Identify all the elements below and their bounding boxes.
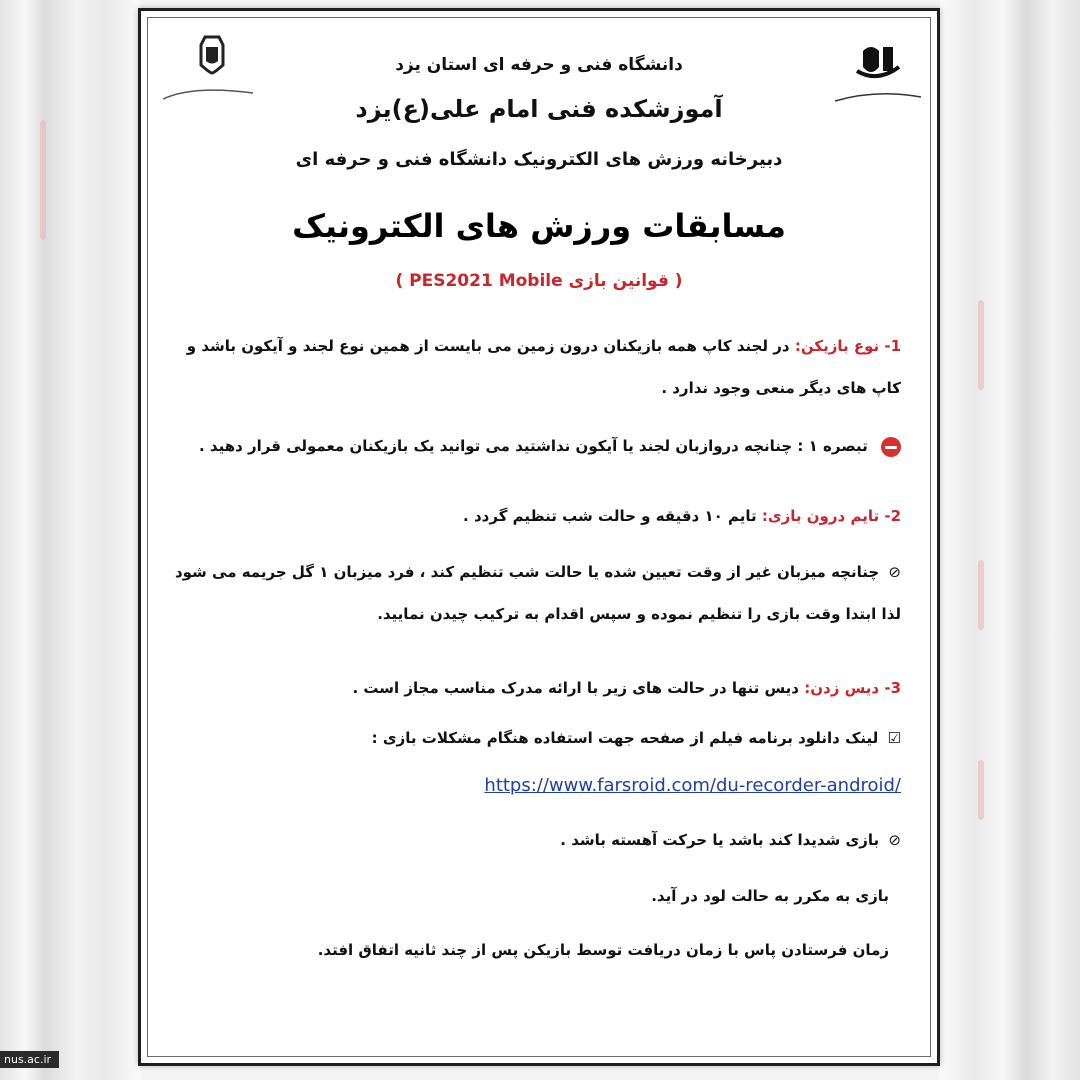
rule-2-note-text: چنانچه میزبان غیر از وقت تعیین شده یا حالت شب تنظیم کند ، فرد میزبان ۱ گل جریمه می شود لذا ابتدا وقت بازی را تنظیم نموده و سپس اقدام به ترکیب چیدن نمایید. [174, 563, 901, 623]
rule-3-case-1-text: بازی شدیدا کند باشد یا حرکت آهسته باشد . [560, 831, 880, 849]
rule-1-text: در لجند کاپ همه بازیکنان درون زمین می بایست از همین نوع لجند و آیکون باشد و کاپ های دیگر منعی وجود ندارد . [186, 337, 901, 397]
rule-3-case-1 [171, 819, 901, 861]
recorder-download-link[interactable]: https://www.farsroid.com/du-recorder-android/ [484, 775, 901, 796]
rule-1-label: 1- نوع بازیکن: [794, 337, 901, 355]
rule-2-text: تایم ۱۰ دقیقه و حالت شب تنظیم گردد . [463, 507, 757, 525]
university-name: دانشگاه فنی و حرفه ای استان یزد [395, 55, 683, 75]
rule-3-link-intro [171, 717, 901, 759]
rule-1-note-text: تبصره ۱ : چنانچه دروازبان لجند یا آیکون نداشتید می توانید یک بازیکنان معمولی قرار دهید . [199, 437, 868, 455]
rule-3 [171, 667, 901, 709]
college-name: آموزشکده فنی امام علی(ع)یزد [355, 95, 723, 123]
background-right [940, 0, 1080, 1080]
rule-3-case-3: زمان فرستادن پاس با زمان دریافت توسط بازیکن پس از چند ثانیه اتفاق افتد. [317, 941, 889, 959]
rule-1 [171, 325, 901, 409]
rule-3-link-intro-text: لینک دانلود برنامه فیلم از صفحه جهت استفاده هنگام مشکلات بازی : [371, 729, 879, 747]
background-left [0, 0, 140, 1080]
rule-3-case-2: بازی به مکرر به حالت لود در آید. [651, 887, 889, 905]
rule-1-note [171, 425, 901, 467]
stop-sign-icon [881, 437, 901, 457]
rule-2-note [171, 551, 901, 635]
background-mark [40, 120, 46, 240]
prohibited-icon: ⊘ [888, 563, 901, 581]
document-page [138, 8, 940, 1066]
rule-2-label: 2- تایم درون بازی: [761, 507, 901, 525]
page-subtitle: ( قوانین بازی PES2021 Mobile ) [395, 271, 683, 291]
rule-3-text: دیس تنها در حالت های زیر با ارائه مدرک مناسب مجاز است . [352, 679, 799, 697]
background-mark [978, 300, 984, 390]
checkbox-icon: ☑ [887, 729, 901, 747]
secretariat-name: دبیرخانه ورزش های الکترونیک دانشگاه فنی و حرفه ای [295, 149, 783, 170]
watermark-badge: nus.ac.ir [0, 1051, 59, 1068]
page-title: مسابقات ورزش های الکترونیک [292, 207, 786, 245]
background-mark [978, 560, 984, 630]
background-mark [978, 760, 984, 820]
rule-3-label: 3- دیس زدن: [804, 679, 901, 697]
prohibited-icon: ⊘ [888, 831, 901, 849]
rule-2 [171, 495, 901, 537]
